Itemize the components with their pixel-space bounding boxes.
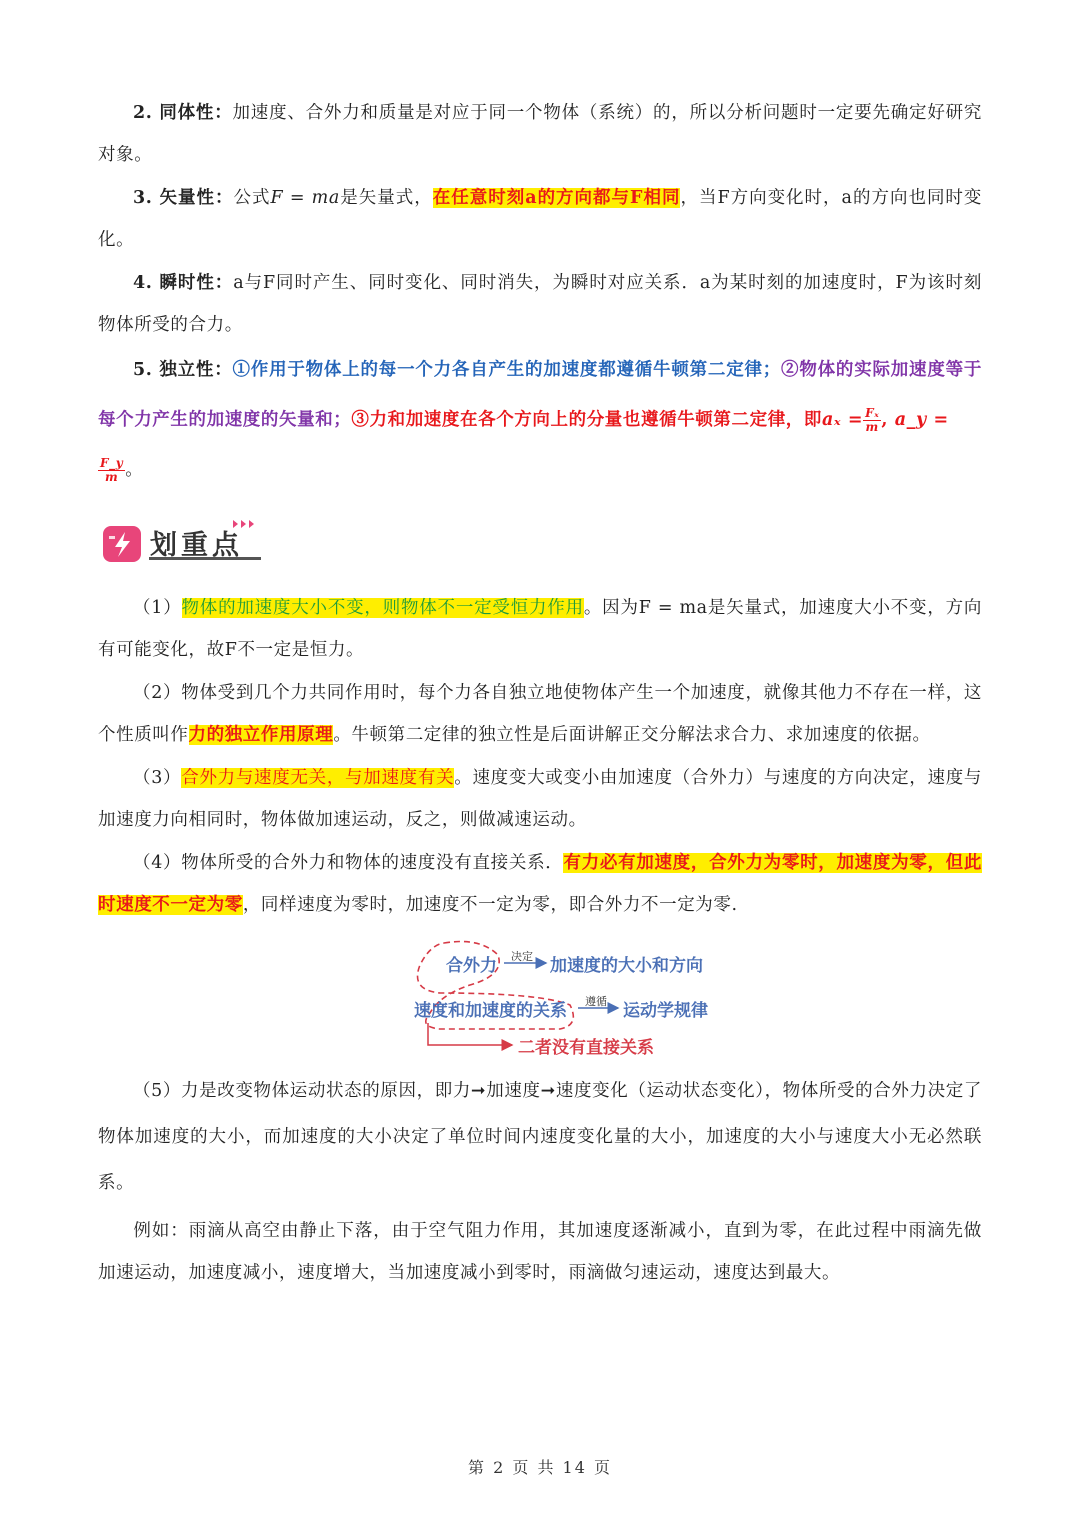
item-5-paragraph: 5. 独立性：①作用于物体上的每一个力各自产生的加速度都遵循牛顿第二定律；②物体的实际加速度等于每个力产生的加速度的矢量和；③力和加速度在各个方向上的分量也遵循牛顿第二定律，即aₓ = $\frac{\text{Fₓ}}{m}$ , a_y = $\frac{F\_y}{m}$ 。	[98, 360, 983, 484]
item-5-part-1: ①作用于物体上的每一个力各自产生的加速度都遵循牛顿第二定律；	[232, 360, 781, 380]
point-2-text-1: 物体受到几个力共同作用时，每个力各自独立地使物体产生一个加速度，就像其他力不存在一样，这个性质叫作	[98, 683, 982, 745]
item-3-text-1: 公式	[233, 188, 271, 208]
point-3-text: 。速度变大或变小由加速度（合外力）与速度的方向决定，速度与加速度力向相同时，物体做加速运动，反之，则做减速运动。	[98, 768, 983, 830]
point-4-text-1: 物体所受的合外力和物体的速度没有直接关系．	[181, 853, 564, 873]
point-3-highlight: 合外力与速度无关，与加速度有关	[181, 768, 455, 788]
diagram-node-acceleration: 加速度的大小和方向	[550, 956, 703, 976]
item-3-formula: F = ma	[270, 188, 340, 208]
point-5-paragraph	[98, 1068, 982, 1206]
point-5-num: （5）	[133, 1081, 181, 1101]
point-2-paragraph	[98, 672, 982, 756]
fraction-y-denominator: m	[104, 470, 119, 484]
relation-diagram	[400, 935, 740, 1065]
fraction-x-numerator: Fₓ	[865, 406, 880, 420]
point-4-paragraph	[98, 842, 982, 926]
item-3-paragraph	[98, 177, 982, 261]
example-paragraph	[98, 1210, 982, 1294]
point-1-text: 。因为F = ma是矢量式，加速度大小不变，方向有可能变化，故F不一定是恒力。	[98, 598, 983, 660]
page-footer: 第 2 页 共 14 页	[468, 1458, 612, 1477]
item-5-label: 5. 独立性：	[133, 360, 233, 380]
diagram-node-net-force: 合外力	[446, 956, 497, 976]
item-5-fraction-y	[98, 457, 125, 484]
point-4-text-2: ，同样速度为零时，加速度不一定为零，即合外力不一定为零.	[242, 895, 738, 915]
fraction-x-denominator: m	[865, 420, 879, 434]
item-2-text: 加速度、合外力和质量是对应于同一个物体（系统）的，所以分析问题时一定要先确定好研究对象。	[98, 103, 982, 165]
item-5-part-2: ②物体的实际加速度等于每个力产生的加速度的矢量和；	[98, 360, 983, 430]
item-5-ax: aₓ =	[822, 410, 864, 430]
point-2-num: （2）	[133, 683, 182, 703]
point-2-highlight: 力的独立作用原理	[188, 725, 334, 745]
diagram-edge-follows: 遵循	[585, 995, 607, 1008]
section-title: 划重点	[150, 530, 243, 561]
item-4-paragraph	[98, 262, 982, 346]
point-3-num: （3）	[133, 768, 182, 788]
diagram-node-kinematics: 运动学规律	[623, 1001, 708, 1021]
point-5-text: 力是改变物体运动状态的原因，即力➞加速度➞速度变化（运动状态变化），物体所受的合外力决定了物体加速度的大小，而加速度的大小决定了单位时间内速度变化量的大小，加速度的大小与速度大小无必然联系。	[98, 1081, 982, 1193]
item-3-label: 3. 矢量性：	[133, 188, 234, 208]
item-5-ay: a_y =	[894, 410, 949, 430]
item-2-paragraph	[98, 92, 982, 176]
item-2-label: 2. 同体性：	[133, 103, 233, 123]
item-3-text-3: ，当F方向变化时，a的方向也同时变化。	[98, 188, 983, 250]
item-5-end: 。	[125, 460, 144, 480]
diagram-node-relation: 速度和加速度的关系	[414, 1001, 567, 1021]
point-1-num: （1）	[133, 598, 182, 618]
point-4-highlight: 有力必有加速度，合外力为零时，加速度为零，但此时速度不一定为零	[98, 853, 982, 915]
diagram-edge-determines: 决定	[511, 950, 533, 963]
item-3-text-2: 是矢量式，	[339, 188, 433, 208]
point-1-highlight: 物体的加速度大小不变，则物体不一定受恒力作用	[181, 598, 584, 618]
fraction-y-numerator: F_y	[100, 456, 124, 470]
point-1-paragraph	[98, 587, 982, 671]
item-5-fraction-x	[863, 407, 881, 434]
point-4-num: （4）	[133, 853, 182, 873]
item-4-text: a与F同时产生、同时变化、同时消失，为瞬时对应关系．a为某时刻的加速度时，F为该时刻物体所受的合力。	[98, 273, 982, 335]
item-3-highlight: 在任意时刻a的方向都与F相同	[432, 188, 681, 208]
item-4-label: 4. 瞬时性：	[133, 273, 234, 293]
item-5-part-3: ③力和加速度在各个方向上的分量也遵循牛顿第二定律，即	[351, 410, 823, 430]
point-3-paragraph	[98, 757, 982, 841]
example-text: 例如：雨滴从高空由静止下落，由于空气阻力作用，其加速度逐渐减小，直到为零，在此过程中雨滴先做加速运动，加速度减小，速度增大，当加速度减小到零时，雨滴做匀速运动，速度达到最大。	[98, 1221, 982, 1283]
point-2-text-2: 。牛顿第二定律的独立性是后面讲解正交分解法求合力、求加速度的依据。	[333, 725, 931, 745]
diagram-node-no-relation: 二者没有直接关系	[518, 1038, 654, 1058]
